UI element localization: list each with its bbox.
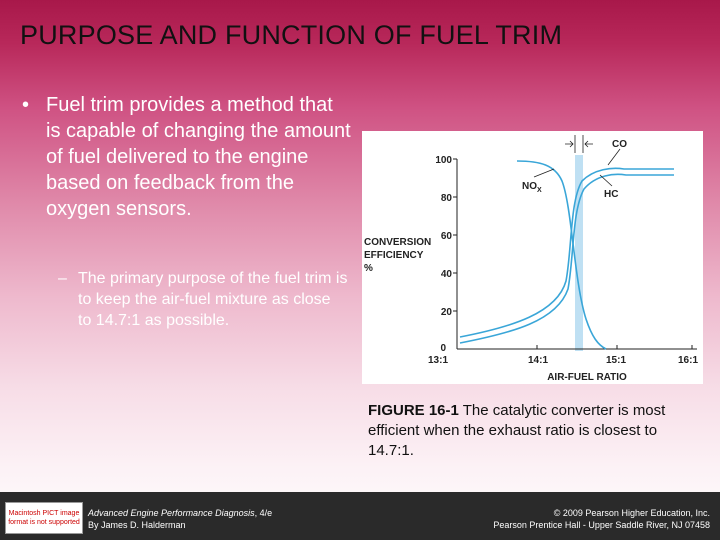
y-tick-60: 60 [440,231,452,242]
y-tick-100: 100 [435,155,452,166]
nox-pointer [534,169,554,177]
slide-title: PURPOSE AND FUNCTION OF FUEL TRIM [20,20,563,50]
x-tick-13: 13:1 [428,355,449,366]
copyright-line: © 2009 Pearson Higher Education, Inc. [553,508,710,518]
x-tick-16: 16:1 [678,355,699,366]
caption-text: The catalytic converter is most efficient when the exhaust ratio is closest to 14.7:1. [368,402,666,459]
y-tick-0: 0 [440,343,446,354]
book-edition: , 4/e [254,508,273,518]
figure-number: FIGURE 16-1 [368,402,459,419]
sub-bullet-marker: – [58,270,67,287]
sub-bullet-text: The primary purpose of the fuel trim is to keep the air-fuel mixture as close to 14.7:1 as possible. [78,270,348,329]
co-label: CO [612,139,627,150]
hc-label: HC [604,189,619,200]
y-ticks [453,159,457,311]
x-ticks [537,345,692,349]
x-tick-14: 14:1 [528,355,549,366]
x-tick-15: 15:1 [606,355,627,366]
book-author: By James D. Halderman [88,520,186,530]
book-title: Advanced Engine Performance Diagnosis [88,508,255,518]
nox-label: $NO_X$ [522,181,542,194]
y-axis-label-3: % [364,263,373,274]
band-arrow-right [585,141,593,147]
y-tick-40: 40 [440,269,452,280]
stoich-band [575,155,583,351]
publisher-logo-placeholder: Macintosh PICT image format is not supported [5,502,83,534]
hc-pointer [600,175,612,186]
hc-co-curve [460,168,674,337]
main-bullet [22,92,352,222]
publisher-line: Pearson Prentice Hall - Upper Saddle River, NJ 07458 [493,520,710,530]
main-bullet-text: Fuel trim provides a method that is capable of changing the amount of fuel delivered to the engine based on feedback from the oxygen sensors. [46,94,351,220]
bullet-marker: • [22,94,30,116]
y-axis-label-1: CONVERSION [364,237,432,248]
figure-caption [368,401,698,461]
y-axis-label-2: EFFICIENCY [364,250,424,261]
band-arrow-left [565,141,573,147]
footer-copyright [493,507,710,531]
y-tick-80: 80 [440,193,452,204]
y-tick-20: 20 [440,307,452,318]
footer-bar [0,492,720,540]
co-pointer [608,149,620,165]
x-axis-label: AIR-FUEL RATIO [547,372,627,383]
footer-book-info [88,507,272,531]
catalyst-efficiency-figure [362,131,703,384]
sub-bullet [58,268,348,331]
